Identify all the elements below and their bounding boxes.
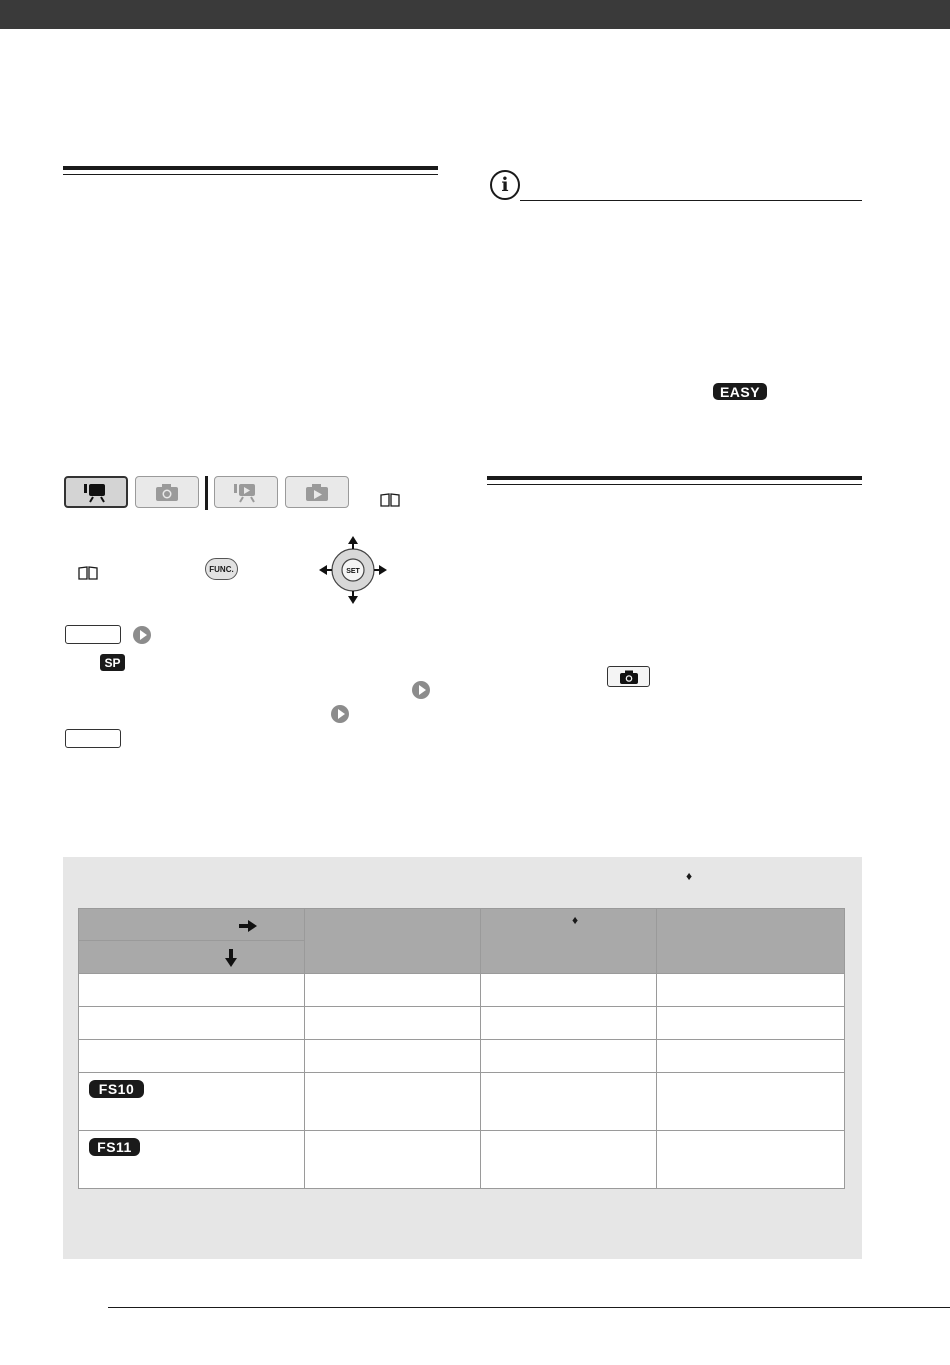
table-header-row-label bbox=[79, 909, 305, 941]
joystick-icon bbox=[318, 535, 388, 605]
table-row bbox=[79, 1040, 845, 1073]
mode-photo-record bbox=[135, 476, 199, 508]
table-row bbox=[79, 1007, 845, 1040]
footer-rule bbox=[108, 1307, 950, 1308]
book-reference-icon bbox=[78, 566, 98, 580]
mode-photo-playback bbox=[285, 476, 349, 508]
set-label: SET bbox=[346, 568, 360, 575]
arrow-down-icon bbox=[225, 949, 237, 967]
table-row bbox=[79, 1073, 845, 1131]
button-key-box bbox=[65, 625, 121, 644]
book-reference-icon bbox=[380, 493, 400, 507]
mode-movie-playback bbox=[214, 476, 278, 508]
footnote-marker: ♦ bbox=[686, 869, 693, 883]
table-header-col-1 bbox=[305, 909, 481, 974]
section-heading-rule-right bbox=[487, 476, 862, 485]
camera-icon bbox=[152, 481, 182, 503]
table-row bbox=[79, 1131, 845, 1189]
model-badge-fs11: FS11 bbox=[89, 1138, 140, 1156]
note-heading-rule bbox=[520, 200, 862, 201]
data-table bbox=[78, 908, 845, 1189]
next-step-arrow-icon bbox=[412, 681, 430, 699]
table-row bbox=[79, 974, 845, 1007]
func-button: FUNC. bbox=[205, 558, 238, 580]
arrow-right-icon bbox=[239, 920, 257, 932]
movie-camera-icon bbox=[81, 480, 111, 504]
model-badge-fs10: FS10 bbox=[89, 1080, 144, 1098]
camera-icon bbox=[618, 669, 640, 685]
sp-badge: SP bbox=[100, 654, 125, 671]
button-key-box bbox=[65, 729, 121, 748]
movie-playback-icon bbox=[231, 480, 261, 504]
info-icon: i bbox=[490, 170, 520, 200]
next-step-arrow-icon bbox=[133, 626, 151, 644]
next-step-arrow-icon bbox=[331, 705, 349, 723]
mode-divider bbox=[205, 476, 208, 510]
section-heading-rule-left bbox=[63, 166, 438, 175]
photo-playback-icon bbox=[302, 481, 332, 503]
table-header-col-3 bbox=[657, 909, 845, 974]
table-header-column-label bbox=[79, 941, 305, 974]
mode-movie-record bbox=[64, 476, 128, 508]
photo-mode-button bbox=[607, 666, 650, 687]
easy-mode-badge: EASY bbox=[713, 383, 767, 400]
header-bar bbox=[0, 0, 950, 29]
footnote-marker: ♦ bbox=[572, 913, 579, 927]
table-header-col-2 bbox=[481, 909, 657, 974]
